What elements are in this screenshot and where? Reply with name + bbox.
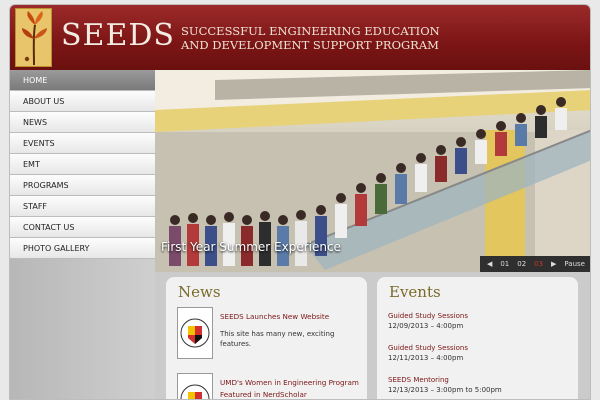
nav-item-news[interactable]: NEWS — [10, 112, 155, 133]
news-item — [177, 307, 363, 367]
event-item-title[interactable]: SEEDS Mentoring — [388, 376, 449, 384]
events-heading: Events — [389, 283, 441, 301]
site-header — [10, 5, 591, 70]
events-panel — [377, 277, 578, 400]
nav-item-events[interactable]: EVENTS — [10, 133, 155, 154]
slide-3-button[interactable]: 03 — [534, 260, 544, 268]
event-item — [388, 375, 574, 395]
tagline-line-1: SUCCESSFUL ENGINEERING EDUCATION — [181, 24, 440, 38]
nav-item-staff[interactable]: STAFF — [10, 196, 155, 217]
news-panel — [166, 277, 367, 400]
news-item — [177, 373, 363, 400]
news-item-title[interactable]: UMD's Women in Engineering Program Featured in NerdScholar — [220, 378, 359, 399]
page — [9, 4, 591, 400]
seeds-logo[interactable] — [15, 8, 52, 67]
event-item-date: 12/09/2013 – 4:00pm — [388, 322, 464, 330]
prev-slide-button[interactable]: ◀ — [486, 260, 493, 268]
university-seal-icon — [178, 374, 212, 400]
nav-item-contact-us[interactable]: CONTACT US — [10, 217, 155, 238]
slideshow-controls — [480, 256, 591, 272]
event-item-date: 12/11/2013 – 4:00pm — [388, 354, 464, 362]
nav-item-home[interactable]: HOME — [10, 70, 155, 91]
event-item-date: 12/13/2013 – 3:00pm to 5:00pm — [388, 386, 502, 394]
event-item — [388, 343, 574, 363]
slide-1-button[interactable]: 01 — [500, 260, 510, 268]
news-heading: News — [178, 283, 221, 301]
event-item — [388, 311, 574, 331]
next-slide-button[interactable]: ▶ — [551, 260, 557, 268]
seedling-icon — [16, 9, 53, 68]
sidebar-nav — [10, 70, 155, 400]
hero-caption: First Year Summer Experience — [161, 240, 341, 254]
umd-seal-thumbnail[interactable] — [177, 373, 213, 400]
nav-item-emt[interactable]: EMT — [10, 154, 155, 175]
news-item-title[interactable]: SEEDS Launches New Website — [220, 312, 330, 321]
pause-button[interactable]: Pause — [564, 260, 585, 268]
event-item-title[interactable]: Guided Study Sessions — [388, 344, 469, 352]
university-seal-icon — [178, 308, 212, 358]
news-item-desc: This site has many new, exciting features. — [220, 330, 335, 348]
hero-slideshow[interactable] — [155, 70, 591, 272]
nav-item-programs[interactable]: PROGRAMS — [10, 175, 155, 196]
slide-2-button[interactable]: 02 — [517, 260, 527, 268]
event-item-title[interactable]: Guided Study Sessions — [388, 312, 469, 320]
nav-item-about-us[interactable]: ABOUT US — [10, 91, 155, 112]
site-tagline — [181, 24, 440, 52]
umd-seal-thumbnail[interactable] — [177, 307, 213, 359]
tagline-line-2: AND DEVELOPMENT SUPPORT PROGRAM — [181, 38, 439, 52]
nav-item-photo-gallery[interactable]: PHOTO GALLERY — [10, 238, 155, 259]
site-brand[interactable]: SEEDS — [61, 18, 175, 53]
